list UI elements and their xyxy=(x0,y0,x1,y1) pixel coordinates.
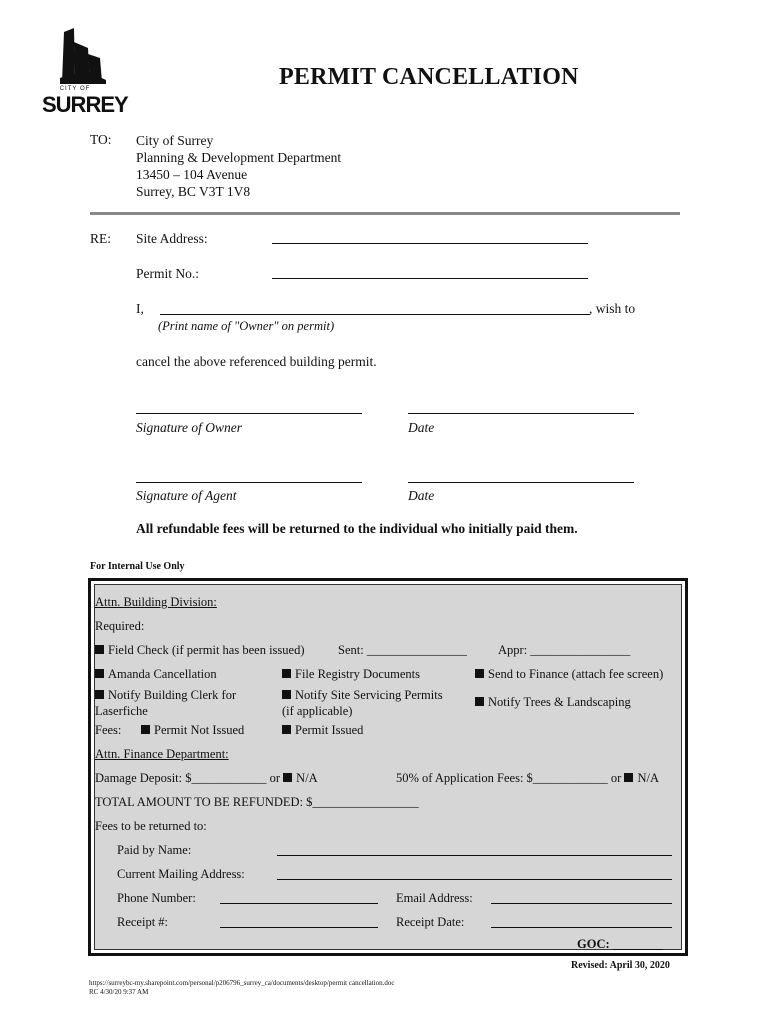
section-divider xyxy=(90,212,680,215)
permit-not-issued-label: Permit Not Issued xyxy=(154,723,245,737)
attn-building-heading: Attn. Building Division: xyxy=(95,595,217,609)
logo-city-of: CITY OF xyxy=(59,86,91,92)
notify-clerk-label-2: Laserfiche xyxy=(95,704,148,718)
checkbox-square-icon xyxy=(475,669,484,678)
internal-use-panel xyxy=(94,584,682,950)
paid-by-field[interactable] xyxy=(277,855,672,856)
file-registry-label: File Registry Documents xyxy=(295,667,420,681)
email-label: Email Address: xyxy=(396,891,473,905)
owner-signature-label: Signature of Owner xyxy=(136,420,242,435)
phone-label: Phone Number: xyxy=(117,891,196,905)
fees-returned-label: Fees to be returned to: xyxy=(95,819,207,833)
send-finance-label: Send to Finance (attach fee screen) xyxy=(488,667,664,681)
to-address xyxy=(136,132,341,200)
mailing-label: Current Mailing Address: xyxy=(117,867,245,881)
notify-trees-checkbox[interactable] xyxy=(475,695,631,710)
checkbox-square-icon xyxy=(283,773,292,782)
appr-field[interactable]: Appr: ________________ xyxy=(498,643,631,657)
i-label: I, xyxy=(136,301,144,316)
site-address-label: Site Address: xyxy=(136,231,208,246)
send-finance-checkbox[interactable] xyxy=(475,667,663,682)
address-line: Planning & Development Department xyxy=(136,150,342,165)
owner-date-label: Date xyxy=(408,420,435,435)
permit-no-label: Permit No.: xyxy=(136,266,199,281)
field-check-checkbox[interactable] xyxy=(95,643,304,658)
damage-deposit-na: N/A xyxy=(296,771,318,785)
notify-site-checkbox[interactable] xyxy=(282,687,443,719)
permit-issued-label: Permit Issued xyxy=(295,723,364,737)
re-label: RE: xyxy=(90,231,112,246)
damage-deposit-field[interactable] xyxy=(95,771,318,786)
address-line: City of Surrey xyxy=(136,133,214,148)
receipt-date-field[interactable] xyxy=(491,927,672,928)
paid-by-label: Paid by Name: xyxy=(117,843,192,857)
receipt-date-label: Receipt Date: xyxy=(396,915,465,929)
owner-name-field[interactable] xyxy=(160,314,590,315)
surrey-emblem-icon xyxy=(44,28,122,88)
amanda-label: Amanda Cancellation xyxy=(108,667,217,681)
receipt-no-label: Receipt #: xyxy=(117,915,169,929)
receipt-no-field[interactable] xyxy=(220,927,378,928)
total-refund-field[interactable]: TOTAL AMOUNT TO BE REFUNDED: $_________________ xyxy=(95,795,419,809)
app-fees-field[interactable] xyxy=(396,771,659,786)
checkbox-square-icon xyxy=(282,725,291,734)
print-name-note: (Print name of "Owner" on permit) xyxy=(158,319,335,333)
permit-issued-checkbox[interactable] xyxy=(282,723,363,738)
city-logo xyxy=(42,28,128,117)
mailing-field[interactable] xyxy=(277,879,672,880)
app-fees-label: 50% of Application Fees: $____________ or xyxy=(396,771,622,785)
notify-site-label: Notify Site Servicing Permits xyxy=(295,688,443,702)
notify-clerk-label: Notify Building Clerk for xyxy=(108,688,237,702)
wish-to-text: , wish to xyxy=(589,301,636,316)
checkbox-square-icon xyxy=(95,645,104,654)
site-address-field[interactable] xyxy=(272,243,588,244)
email-field[interactable] xyxy=(491,903,672,904)
address-line: 13450 – 104 Avenue xyxy=(136,167,248,182)
owner-date-field[interactable] xyxy=(408,413,634,414)
sent-field[interactable]: Sent: ________________ xyxy=(338,643,467,657)
notify-trees-label: Notify Trees & Landscaping xyxy=(488,695,631,709)
checkbox-square-icon xyxy=(624,773,633,782)
owner-signature-field[interactable] xyxy=(136,413,362,414)
fees-label: Fees: xyxy=(95,723,122,737)
amanda-checkbox[interactable] xyxy=(95,667,217,682)
refund-notice: All refundable fees will be returned to the individual who initially paid them. xyxy=(136,521,578,536)
attn-finance-heading: Attn. Finance Department: xyxy=(95,747,229,761)
notify-site-label-2: (if applicable) xyxy=(282,704,353,718)
required-label: Required: xyxy=(95,619,145,633)
address-line: Surrey, BC V3T 1V8 xyxy=(136,184,251,199)
logo-surrey: SURREY xyxy=(42,92,128,117)
checkbox-square-icon xyxy=(95,669,104,678)
file-registry-checkbox[interactable] xyxy=(282,667,420,682)
footer-path: https://surreybc-my.sharepoint.com/personal/p206796_surrey_ca/documents/desktop/permit cancellation.doc xyxy=(89,979,395,987)
checkbox-square-icon xyxy=(95,690,104,699)
checkbox-square-icon xyxy=(282,690,291,699)
app-fees-na: N/A xyxy=(637,771,659,785)
damage-deposit-label: Damage Deposit: $____________ or xyxy=(95,771,281,785)
agent-signature-label: Signature of Agent xyxy=(136,488,237,503)
revised-date: Revised: April 30, 2020 xyxy=(571,960,670,971)
to-label: TO: xyxy=(90,132,112,147)
agent-date-field[interactable] xyxy=(408,482,634,483)
permit-no-field[interactable] xyxy=(272,278,588,279)
notify-clerk-checkbox[interactable] xyxy=(95,687,236,719)
checkbox-square-icon xyxy=(475,697,484,706)
footer-rc: RC 4/30/20 9:37 AM xyxy=(89,988,149,996)
phone-field[interactable] xyxy=(220,903,378,904)
checkbox-square-icon xyxy=(282,669,291,678)
permit-not-issued-checkbox[interactable] xyxy=(141,723,244,738)
agent-signature-field[interactable] xyxy=(136,482,362,483)
internal-use-box xyxy=(88,578,688,956)
cancel-text: cancel the above referenced building permit. xyxy=(136,354,377,369)
agent-date-label: Date xyxy=(408,488,435,503)
page-title: PERMIT CANCELLATION xyxy=(279,64,579,90)
internal-use-label: For Internal Use Only xyxy=(90,561,185,572)
field-check-label: Field Check (if permit has been issued) xyxy=(108,643,305,657)
goc-field[interactable]: GOC: ________ xyxy=(577,937,663,951)
checkbox-square-icon xyxy=(141,725,150,734)
